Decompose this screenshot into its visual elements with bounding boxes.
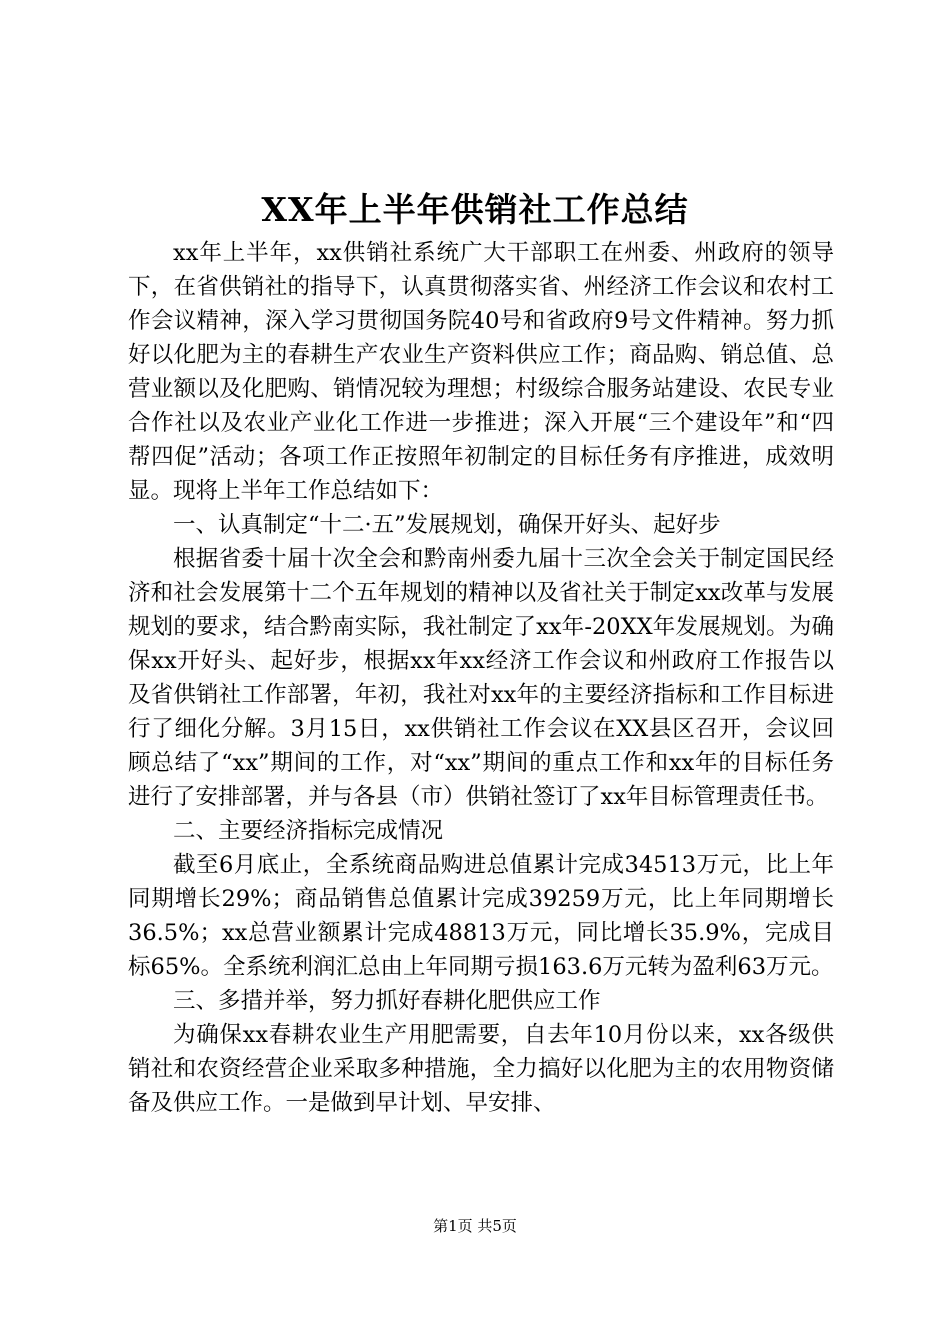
section-heading-1: 一、认真制定“十二·五”发展规划，确保开好头、起好步 bbox=[173, 512, 721, 538]
paragraph-intro: xx年上半年，xx供销社系统广大干部职工在州委、州政府的领导下，在省供销社的指导下，认真贯彻落实省、州经济工作会议和农村工作会议精神，深入学习贯彻国务院40号和省政府9号文件精神。努力抓好以化肥为主的春耕生产农业生产资料供应工作；商品购、销总值、总营业额以及化肥购、销情况较为理想；村级综合服务站建设、农民专业合作社以及农业产业化工作进一步推进；深入开展“三个建设年”和“四帮四促”活动；各项工作正按照年初制定的目标任务有序推进，成效明显。现将上半年工作总结如下： bbox=[128, 240, 834, 504]
paragraph-section-1: 根据省委十届十次全会和黔南州委九届十三次全会关于制定国民经济和社会发展第十二个五年规划的精神以及省社关于制定xx改革与发展规划的要求，结合黔南实际，我社制定了xx年-20XX年发展规划。为确保xx开好头、起好步，根据xx年xx经济工作会议和州政府工作报告以及省供销社工作部署，年初，我社对xx年的主要经济指标和工作目标进行了细化分解。3月15日，xx供销社工作会议在XX县区召开，会议回顾总结了“xx”期间的工作，对“xx”期间的重点工作和xx年的目标任务进行了安排部署，并与各县（市）供销社签订了xx年目标管理责任书。 bbox=[128, 546, 834, 810]
section-heading-2: 二、主要经济指标完成情况 bbox=[173, 818, 444, 844]
section-heading-3: 三、多措并举，努力抓好春耕化肥供应工作 bbox=[173, 988, 601, 1014]
page-footer: 第1页 共5页 bbox=[433, 1217, 517, 1235]
paragraph-section-2: 截至6月底止，全系统商品购进总值累计完成34513万元，比上年同期增长29%；商品销售总值累计完成39259万元，比上年同期增长36.5%；xx总营业额累计完成48813万元，同比增长35.9%，完成目标65%。全系统利润汇总由上年同期亏损163.6万元转为盈利63万元。 bbox=[128, 852, 834, 980]
paragraph-section-3: 为确保xx春耕农业生产用肥需要，自去年10月份以来，xx各级供销社和农资经营企业采取多种措施，全力搞好以化肥为主的农用物资储备及供应工作。一是做到早计划、早安排、 bbox=[128, 1022, 834, 1116]
document-title: XX年上半年供销社工作总结 bbox=[261, 190, 689, 229]
document-body bbox=[128, 236, 834, 1120]
